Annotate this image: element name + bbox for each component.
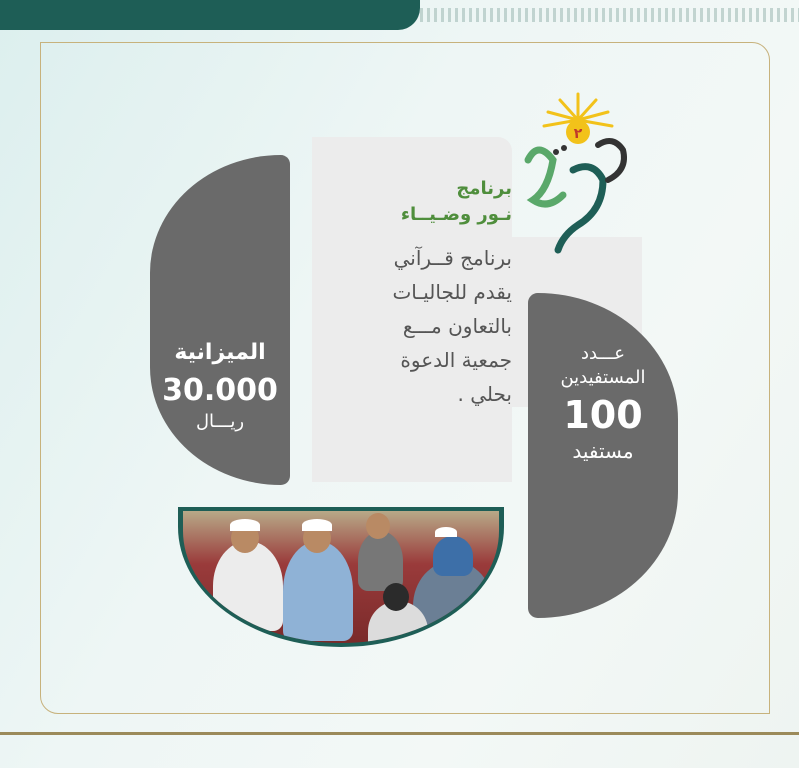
- budget-unit: ريـــال: [195, 411, 245, 432]
- beneficiaries-unit: مستفيد: [572, 439, 634, 463]
- photo-head: [366, 513, 390, 539]
- beneficiaries-label-line2: المستفيدين: [560, 367, 646, 388]
- top-ornament-strip: [420, 8, 799, 22]
- program-title-line1: برنامج: [456, 178, 512, 199]
- program-title-line2: نـور وضـيــاء: [400, 204, 512, 225]
- sun-logo-icon: [498, 90, 638, 260]
- program-desc-line: برنامج قــرآني: [393, 246, 512, 270]
- photo-person: [213, 541, 283, 631]
- photo-head: [383, 583, 409, 611]
- program-logo: [498, 90, 638, 260]
- photo-cap: [435, 527, 457, 537]
- program-photo: [183, 511, 499, 643]
- beneficiaries-value: 100: [563, 393, 643, 437]
- program-photo-frame: [178, 507, 504, 647]
- photo-person: [283, 541, 353, 641]
- beneficiaries-label-line1: عـــدد: [580, 343, 626, 364]
- program-card: [312, 137, 512, 482]
- photo-cap: [302, 519, 332, 531]
- photo-person: [433, 536, 473, 576]
- program-desc-line: بالتعاون مـــع: [402, 314, 512, 338]
- photo-cap: [230, 519, 260, 531]
- logo-number: ٢: [573, 126, 583, 142]
- budget-label: الميزانية: [174, 340, 266, 365]
- program-desc-line: يقدم للجاليـات: [392, 280, 512, 304]
- photo-person: [358, 531, 403, 591]
- budget-value: 30.000: [162, 373, 278, 408]
- program-desc-line: بحلي .: [457, 382, 512, 406]
- program-desc-line: جمعية الدعوة: [400, 348, 512, 372]
- top-header-band: [0, 0, 420, 30]
- bottom-divider: [0, 732, 799, 735]
